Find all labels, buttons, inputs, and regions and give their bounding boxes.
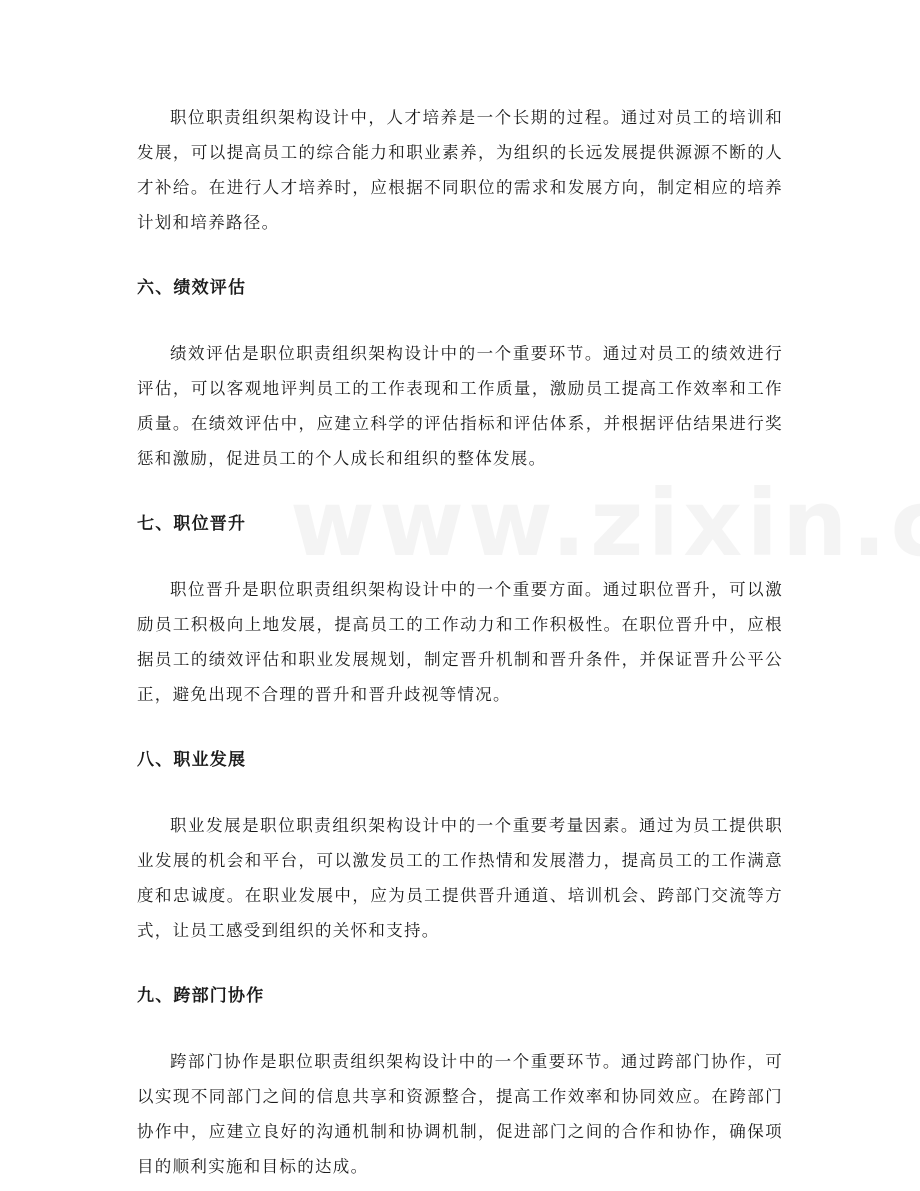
- section-paragraph-collaboration: 跨部门协作是职位职责组织架构设计中的一个重要环节。通过跨部门协作，可以实现不同部门之间的信息共享和资源整合，提高工作效率和协同效应。在跨部门协作中，应建立良好的沟通机制和协调机制，促进部门之间的合作和协作，确保项目的顺利实施和目标的达成。: [137, 1052, 783, 1176]
- section-heading-collaboration: 九、跨部门协作: [137, 986, 265, 1006]
- section-heading-promotion: 七、职位晋升: [137, 514, 247, 534]
- section-paragraph-performance: 绩效评估是职位职责组织架构设计中的一个重要环节。通过对员工的绩效进行评估，可以客观地评判员工的工作表现和工作质量，激励员工提高工作效率和工作质量。在绩效评估中，应建立科学的评估指标和评估体系，并根据评估结果进行奖惩和激励，促进员工的个人成长和组织的整体发展。: [137, 344, 783, 468]
- section-paragraph-career: 职业发展是职位职责组织架构设计中的一个重要考量因素。通过为员工提供职业发展的机会和平台，可以激发员工的工作热情和发展潜力，提高员工的工作满意度和忠诚度。在职业发展中，应为员工提供晋升通道、培训机会、跨部门交流等方式，让员工感受到组织的关怀和支持。: [137, 816, 783, 940]
- section-paragraph-promotion: 职位晋升是职位职责组织架构设计中的一个重要方面。通过职位晋升，可以激励员工积极向上地发展，提高员工的工作动力和工作积极性。在职位晋升中，应根据员工的绩效评估和职业发展规划，制定晋升机制和晋升条件，并保证晋升公平公正，避免出现不合理的晋升和晋升歧视等情况。: [137, 580, 783, 704]
- document-body: [137, 100, 783, 1184]
- intro-paragraph: 职位职责组织架构设计中，人才培养是一个长期的过程。通过对员工的培训和发展，可以提高员工的综合能力和职业素养，为组织的长远发展提供源源不断的人才补给。在进行人才培养时，应根据不同职位的需求和发展方向，制定相应的培养计划和培养路径。: [137, 108, 783, 232]
- section-heading-career: 八、职业发展: [137, 750, 247, 770]
- section-heading-performance: 六、绩效评估: [137, 278, 247, 298]
